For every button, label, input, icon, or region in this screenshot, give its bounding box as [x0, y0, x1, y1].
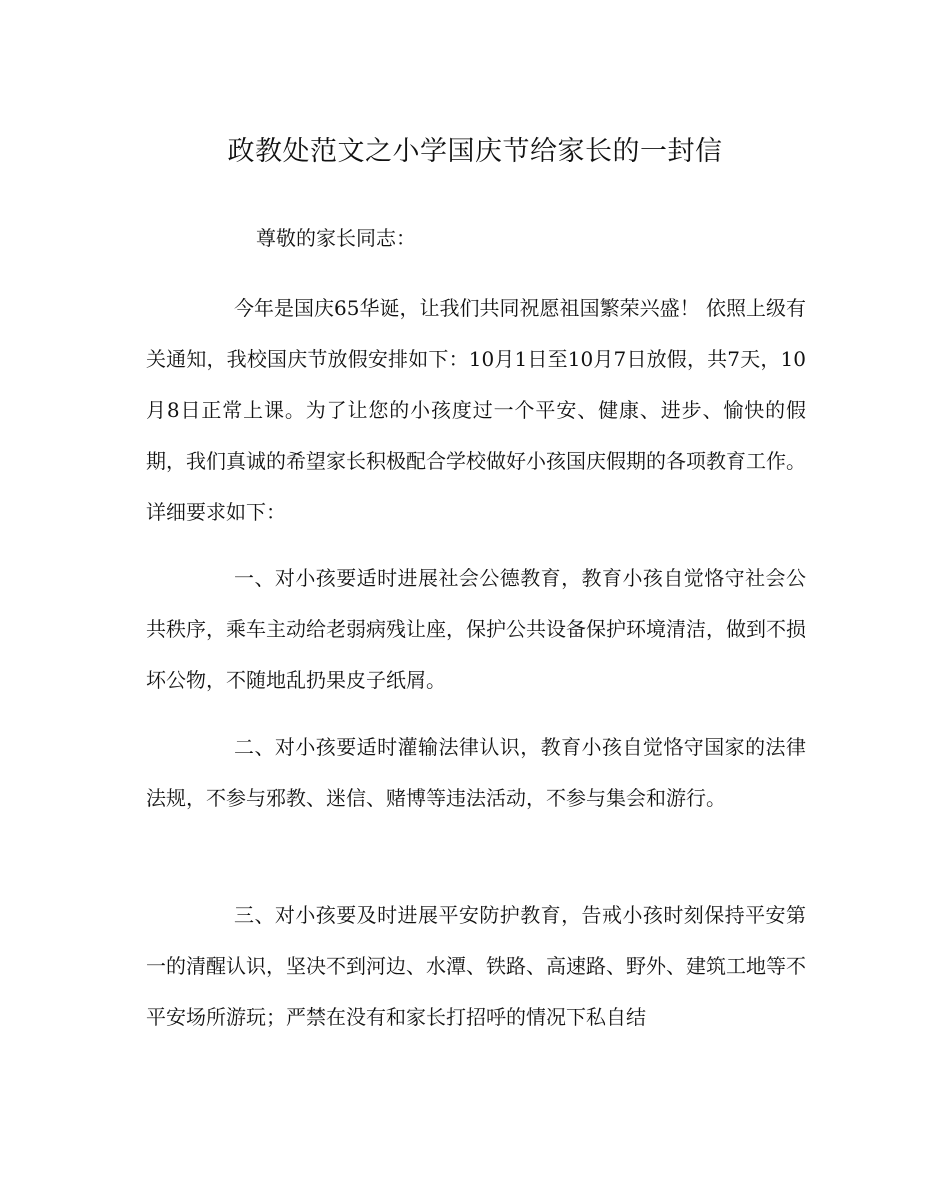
salutation: 尊敬的家长同志： [256, 226, 416, 250]
paragraph-item-1: 一、对小孩要适时进展社会公德教育，教育小孩自觉恪守社会公共秩序，乘车主动给老弱病残让座，保护公共设备保护环境清洁，做到不损坏公物，不随地乱扔果皮子纸屑。 [146, 566, 806, 692]
paragraph-item-3: 三、对小孩要及时进展平安防护教育，告戒小孩时刻保持平安第一的清醒认识，坚决不到河边、水潭、铁路、高速路、野外、建筑工地等不平安场所游玩；严禁在没有和家长打招呼的情况下私自结 [146, 903, 806, 1029]
paragraph-intro: 今年是国庆65华诞，让我们共同祝愿祖国繁荣兴盛！ 依照上级有关通知，我校国庆节放假安排如下：10月1日至10月7日放假，共7天，10月8日正常上课。为了让您的小孩度过一个平安、健康、进步、愉快的假期，我们真诚的希望家长积极配合学校做好小孩国庆假期的各项教育工作。详细要求如下： [146, 296, 806, 524]
document-title: 政教处范文之小学国庆节给家长的一封信 [227, 136, 723, 167]
paragraph-item-2: 二、对小孩要适时灌输法律认识，教育小孩自觉恪守国家的法律法规，不参与邪教、迷信、赌博等违法活动，不参与集会和游行。 [146, 735, 806, 810]
